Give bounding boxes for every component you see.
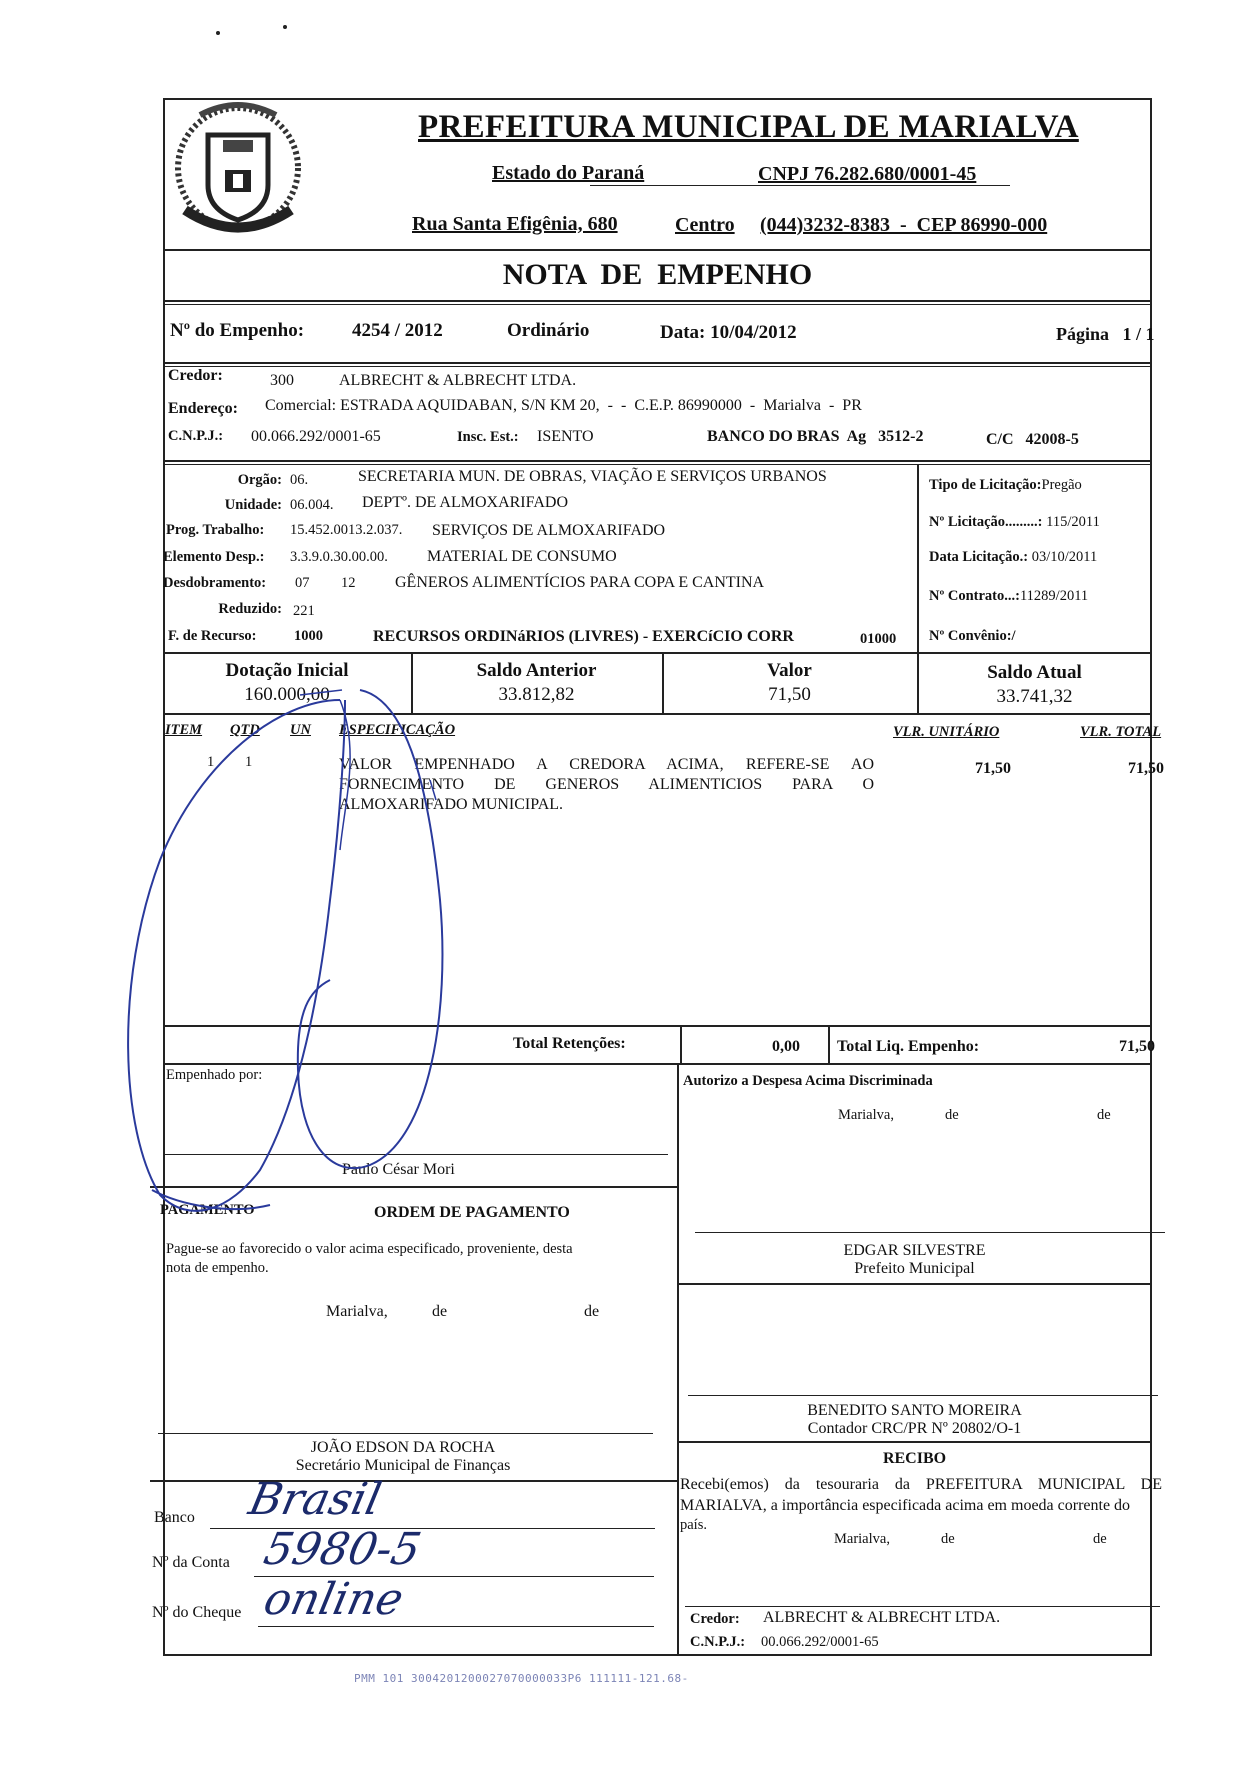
divider (163, 304, 1152, 305)
contrato-value: 11289/2011 (1019, 588, 1089, 604)
autorizo-de-1: de (945, 1107, 959, 1123)
contrato-label: Nº Contrato...: (929, 588, 1020, 604)
insc-label: Insc. Est.: (457, 429, 519, 445)
credor-address: Comercial: ESTRADA AQUIDABAN, S/N KM 20, - - C.E.P. 86990000 - Marialva - PR (265, 397, 862, 414)
tipo-licitacao-value: Pregão (1041, 477, 1082, 493)
prefeito-name: EDGAR SILVESTRE (843, 1242, 986, 1259)
banco-handwriting: Brasil (244, 1474, 386, 1525)
col-qtd: QTD (230, 722, 260, 738)
credor-name: ALBRECHT & ALBRECHT LTDA. (339, 372, 577, 389)
empenho-number: 4254 / 2012 (352, 320, 443, 341)
num-licitacao-label: Nº Licitação.........: (929, 514, 1043, 530)
unidade-desc: DEPTº. DE ALMOXARIFADO (362, 494, 568, 511)
signature-line (695, 1232, 1165, 1233)
empenhado-por-label: Empenhado por: (166, 1067, 263, 1083)
prog-value: 15.452.0013.2.037. (290, 522, 403, 538)
recibo-text-1: Recebi(emos) da tesouraria da PREFEITURA MUNICIPAL DE (680, 1476, 1162, 1493)
header-state: Estado do Paraná (492, 162, 645, 184)
orgao-value: 06. (290, 472, 309, 488)
divider (150, 1480, 677, 1482)
autorizo-city: Marialva, (838, 1107, 894, 1123)
num-licitacao (929, 514, 1100, 531)
recibo-de-2: de (1093, 1531, 1107, 1547)
recibo-cnpj: 00.066.292/0001-65 (761, 1634, 879, 1650)
conta-handwriting: 5980-5 (259, 1524, 426, 1575)
header-district: Centro (675, 214, 735, 236)
cnpj-label: C.N.P.J.: (168, 428, 224, 444)
data-licitacao (929, 549, 1097, 566)
item-unit-price: 71,50 (975, 760, 1011, 777)
credor-cnpj: 00.066.292/0001-65 (251, 428, 381, 445)
divider-v (677, 1063, 679, 1656)
credor-code: 300 (270, 372, 294, 389)
desdobramento-label: Desdobramento: (163, 575, 267, 591)
divider (163, 1025, 1152, 1027)
valor-value: 71,50 (768, 684, 811, 705)
divider (163, 713, 1152, 715)
scan-dot (216, 31, 220, 35)
total-liquido-label: Total Liq. Empenho: (837, 1038, 980, 1055)
signature-line (688, 1395, 1158, 1396)
recurso-code: 01000 (860, 631, 897, 647)
elemento-label: Elemento Desp.: (163, 549, 265, 565)
prog-desc: SERVIÇOS DE ALMOXARIFADO (432, 522, 666, 539)
empenho-number-label: Nº do Empenho: (170, 320, 305, 341)
pagamento-de-2: de (584, 1303, 600, 1320)
saldo-atual-value: 33.741,32 (996, 686, 1073, 707)
autorizo-label: Autorizo a Despesa Acima Discriminada (683, 1073, 933, 1089)
item-desc-line2: FORNECIMENTO DE GENEROS ALIMENTICIOS PARA O (339, 776, 874, 793)
data-licitacao-value: 03/10/2011 (1031, 549, 1098, 565)
saldo-anterior-label: Saldo Anterior (476, 660, 597, 681)
contador-name: BENEDITO SANTO MOREIRA (807, 1402, 1022, 1419)
cheque-handwriting: online (259, 1574, 408, 1625)
tipo-licitacao-label (929, 477, 1082, 494)
divider (150, 1186, 677, 1188)
divider-v (828, 1025, 830, 1065)
cheque-line (258, 1626, 654, 1627)
divider (163, 362, 1152, 364)
convenio-label: Nº Convênio:/ (929, 628, 1016, 644)
divider (163, 460, 1152, 462)
pagamento-label: PAGAMENTO (160, 1202, 255, 1218)
divider (163, 366, 1152, 367)
pagamento-text-1: Pague-se ao favorecido o valor acima especificado, proveniente, desta (166, 1241, 573, 1257)
col-vlr-total: VLR. TOTAL (1080, 724, 1162, 740)
signature-line (163, 1154, 668, 1155)
col-especificacao: ESPECIFICAÇÃO (339, 722, 456, 738)
unidade-value: 06.004. (290, 497, 334, 513)
desdobramento-value: 07 (295, 575, 310, 591)
divider (163, 652, 1152, 654)
elemento-desc: MATERIAL DE CONSUMO (427, 548, 617, 565)
banco-label: Banco (154, 1509, 195, 1526)
coat-of-arms-icon (165, 100, 311, 246)
recibo-text-3: país. (680, 1517, 707, 1533)
dotacao-inicial-value: 160.000,00 (244, 684, 330, 705)
divider-v (680, 1025, 682, 1065)
autorizo-de-2: de (1097, 1107, 1111, 1123)
reduzido-value: 221 (293, 603, 315, 619)
item-total: 71,50 (1128, 760, 1164, 777)
header-title: PREFEITURA MUNICIPAL DE MARIALVA (418, 109, 1079, 145)
pagamento-city: Marialva, (326, 1303, 388, 1320)
recibo-title: RECIBO (882, 1450, 947, 1467)
header-address: Rua Santa Efigênia, 680 (412, 213, 618, 235)
empenhado-por-name: Paulo César Mori (342, 1161, 455, 1178)
contador-role: Contador CRC/PR Nº 20802/O-1 (807, 1420, 1022, 1437)
dotacao-inicial-label: Dotação Inicial (225, 660, 349, 681)
scan-dot (283, 25, 287, 29)
credor-label: Credor: (168, 367, 223, 384)
signature-line (685, 1606, 1160, 1607)
divider (163, 249, 1152, 251)
divider (677, 1283, 1152, 1285)
total-retencoes-value: 0,00 (772, 1038, 800, 1055)
cheque-label: Nº do Cheque (152, 1604, 242, 1621)
address-label: Endereço: (168, 400, 238, 417)
desdobramento-sub: 12 (341, 575, 356, 591)
empenho-date: Data: 10/04/2012 (660, 322, 797, 343)
num-licitacao-value: 115/2011 (1046, 514, 1100, 530)
credor-bank: BANCO DO BRAS Ag 3512-2 (707, 428, 924, 445)
header-rule (590, 185, 1010, 186)
unidade-label: Unidade: (224, 497, 282, 513)
reduzido-label: Reduzido: (218, 601, 282, 617)
coat-of-arms (165, 100, 311, 246)
recibo-de-1: de (941, 1531, 955, 1547)
recibo-city: Marialva, (834, 1531, 890, 1547)
contrato (929, 588, 1088, 605)
ordem-pagamento-label: ORDEM DE PAGAMENTO (374, 1204, 570, 1221)
orgao-label: Orgão: (237, 472, 282, 488)
footer-code: PMM 101 3004201200027070000033P6 111111-121.68- (354, 1672, 689, 1685)
recurso-desc: RECURSOS ORDINáRIOS (LIVRES) - EXERCíCIO CORR (373, 628, 794, 645)
tipo-licitacao-label-text: Tipo de Licitação: (929, 477, 1042, 493)
page-number: Página 1 / 1 (1056, 324, 1155, 344)
divider-v (917, 464, 919, 652)
empenho-type: Ordinário (507, 320, 590, 341)
divider (163, 1063, 1152, 1065)
recurso-label: F. de Recurso: (168, 628, 257, 644)
saldo-anterior-value: 33.812,82 (498, 684, 575, 705)
pagamento-de-1: de (432, 1303, 448, 1320)
desdobramento-desc: GÊNEROS ALIMENTÍCIOS PARA COPA E CANTINA (395, 574, 765, 591)
item-qtd: 1 (245, 754, 253, 770)
divider (163, 300, 1152, 302)
recibo-credor: ALBRECHT & ALBRECHT LTDA. (763, 1609, 1001, 1626)
insc-value: ISENTO (537, 428, 594, 445)
col-item: ITEM (165, 722, 203, 738)
divider (677, 1441, 1152, 1443)
item-desc-line1: VALOR EMPENHADO A CREDORA ACIMA, REFERE-SE AO (339, 756, 874, 773)
valor-label: Valor (767, 660, 812, 681)
data-licitacao-label: Data Licitação.: (929, 549, 1029, 565)
pagamento-text-2: nota de empenho. (166, 1260, 269, 1276)
item-desc-line3: ALMOXARIFADO MUNICIPAL. (339, 796, 564, 813)
recibo-credor-label: Credor: (690, 1611, 740, 1627)
elemento-value: 3.3.9.0.30.00.00. (290, 549, 388, 565)
signature-line (158, 1433, 653, 1434)
prog-label: Prog. Trabalho: (166, 522, 265, 538)
col-vlr-unitario: VLR. UNITÁRIO (893, 724, 1000, 740)
total-retencoes-label: Total Retenções: (513, 1035, 626, 1052)
recibo-cnpj-label: C.N.P.J.: (690, 1634, 746, 1650)
secretario-name: JOÃO EDSON DA ROCHA (310, 1439, 496, 1456)
recibo-text-2: MARIALVA, a importância especificada acima em moeda corrente do (680, 1497, 1131, 1514)
divider (163, 464, 1152, 465)
credor-cc: C/C 42008-5 (986, 431, 1079, 448)
prefeito-role: Prefeito Municipal (854, 1260, 975, 1277)
header-cnpj: CNPJ 76.282.680/0001-45 (758, 163, 977, 185)
item-number: 1 (207, 754, 215, 770)
doc-title: NOTA DE EMPENHO (502, 258, 813, 291)
header-phone-cep: (044)3232-8383 - CEP 86990-000 (760, 214, 1048, 236)
conta-label: Nº da Conta (152, 1554, 230, 1571)
col-un: UN (290, 722, 311, 738)
secretario-role: Secretário Municipal de Finanças (295, 1457, 511, 1474)
recurso-value: 1000 (294, 628, 323, 644)
saldo-atual-label: Saldo Atual (987, 662, 1082, 683)
total-liquido-value: 71,50 (1119, 1038, 1155, 1055)
orgao-desc: SECRETARIA MUN. DE OBRAS, VIAÇÃO E SERVIÇOS URBANOS (358, 468, 827, 485)
